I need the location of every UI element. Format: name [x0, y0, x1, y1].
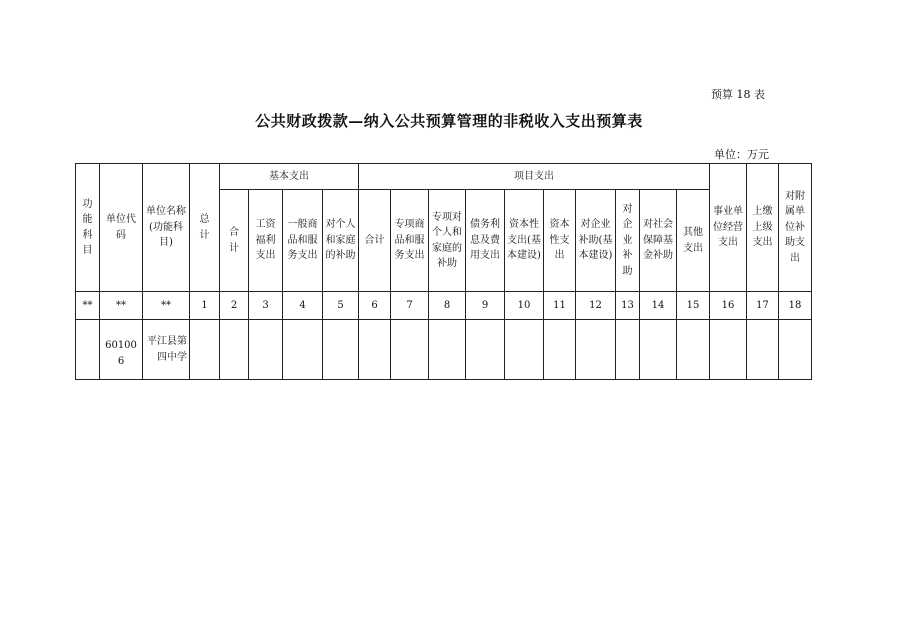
header-project-col: 专项对个人和家庭的补助 — [429, 190, 466, 292]
header-basic-col: 工资福利支出 — [249, 190, 283, 292]
index-row — [76, 292, 812, 320]
page-title: 公共财政拨款—纳入公共预算管理的非税收入支出预算表 — [255, 112, 643, 130]
index-cell: ** — [100, 292, 143, 320]
value-cell — [779, 320, 812, 380]
header-group-project: 项目支出 — [359, 164, 710, 190]
value-cell — [429, 320, 466, 380]
header-total: 总计 — [190, 164, 220, 292]
header-sub: 对附属单位补助支出 — [779, 164, 812, 292]
index-cell: 7 — [391, 292, 429, 320]
value-cell — [505, 320, 544, 380]
index-cell: 1 — [190, 292, 220, 320]
value-cell — [747, 320, 779, 380]
header-biz: 事业单位经营支出 — [710, 164, 747, 292]
header-func: 功能科目 — [76, 164, 100, 292]
value-cell — [544, 320, 576, 380]
table-number: 预算 18 表 — [711, 88, 765, 101]
header-project-col: 资本性支出(基本建设) — [505, 190, 544, 292]
header-project-col: 资本性支出 — [544, 190, 576, 292]
header-upper: 上缴上级支出 — [747, 164, 779, 292]
value-cell — [640, 320, 677, 380]
index-cell: 17 — [747, 292, 779, 320]
index-cell: 9 — [466, 292, 505, 320]
index-cell: 3 — [249, 292, 283, 320]
index-cell: 12 — [576, 292, 616, 320]
header-row-1 — [76, 164, 812, 190]
header-project-col: 债务利息及费用支出 — [466, 190, 505, 292]
header-group-basic: 基本支出 — [220, 164, 359, 190]
unit-name-cell: 平江县第四中学 — [143, 320, 190, 380]
header-project-col: 对社会保障基金补助 — [640, 190, 677, 292]
value-cell — [359, 320, 391, 380]
value-cell — [466, 320, 505, 380]
value-cell — [249, 320, 283, 380]
table-row — [76, 320, 812, 380]
index-cell: 13 — [616, 292, 640, 320]
func-cell — [76, 320, 100, 380]
unit-label: 单位：万元 — [714, 148, 769, 161]
value-cell — [220, 320, 249, 380]
header-project-col: 其他支出 — [677, 190, 710, 292]
index-cell: 4 — [283, 292, 323, 320]
header-basic-col: 对个人和家庭的补助 — [323, 190, 359, 292]
index-cell: 15 — [677, 292, 710, 320]
unit-code-cell: 601006 — [100, 320, 143, 380]
index-cell: 14 — [640, 292, 677, 320]
value-cell — [190, 320, 220, 380]
index-cell: ** — [143, 292, 190, 320]
header-basic-col: 合计 — [220, 190, 249, 292]
value-cell — [677, 320, 710, 380]
index-cell: ** — [76, 292, 100, 320]
index-cell: 8 — [429, 292, 466, 320]
value-cell — [616, 320, 640, 380]
index-cell: 6 — [359, 292, 391, 320]
index-cell: 10 — [505, 292, 544, 320]
value-cell — [576, 320, 616, 380]
index-cell: 11 — [544, 292, 576, 320]
index-cell: 18 — [779, 292, 812, 320]
header-project-col: 对企业补助 — [616, 190, 640, 292]
index-cell: 5 — [323, 292, 359, 320]
header-code: 单位代码 — [100, 164, 143, 292]
value-cell — [391, 320, 429, 380]
value-cell — [323, 320, 359, 380]
index-cell: 2 — [220, 292, 249, 320]
header-project-col: 专项商品和服务支出 — [391, 190, 429, 292]
budget-table — [75, 163, 812, 380]
header-name: 单位名称(功能科目) — [143, 164, 190, 292]
value-cell — [710, 320, 747, 380]
index-cell: 16 — [710, 292, 747, 320]
value-cell — [283, 320, 323, 380]
header-project-col: 对企业补助(基本建设) — [576, 190, 616, 292]
header-project-col: 合计 — [359, 190, 391, 292]
header-basic-col: 一般商品和服务支出 — [283, 190, 323, 292]
